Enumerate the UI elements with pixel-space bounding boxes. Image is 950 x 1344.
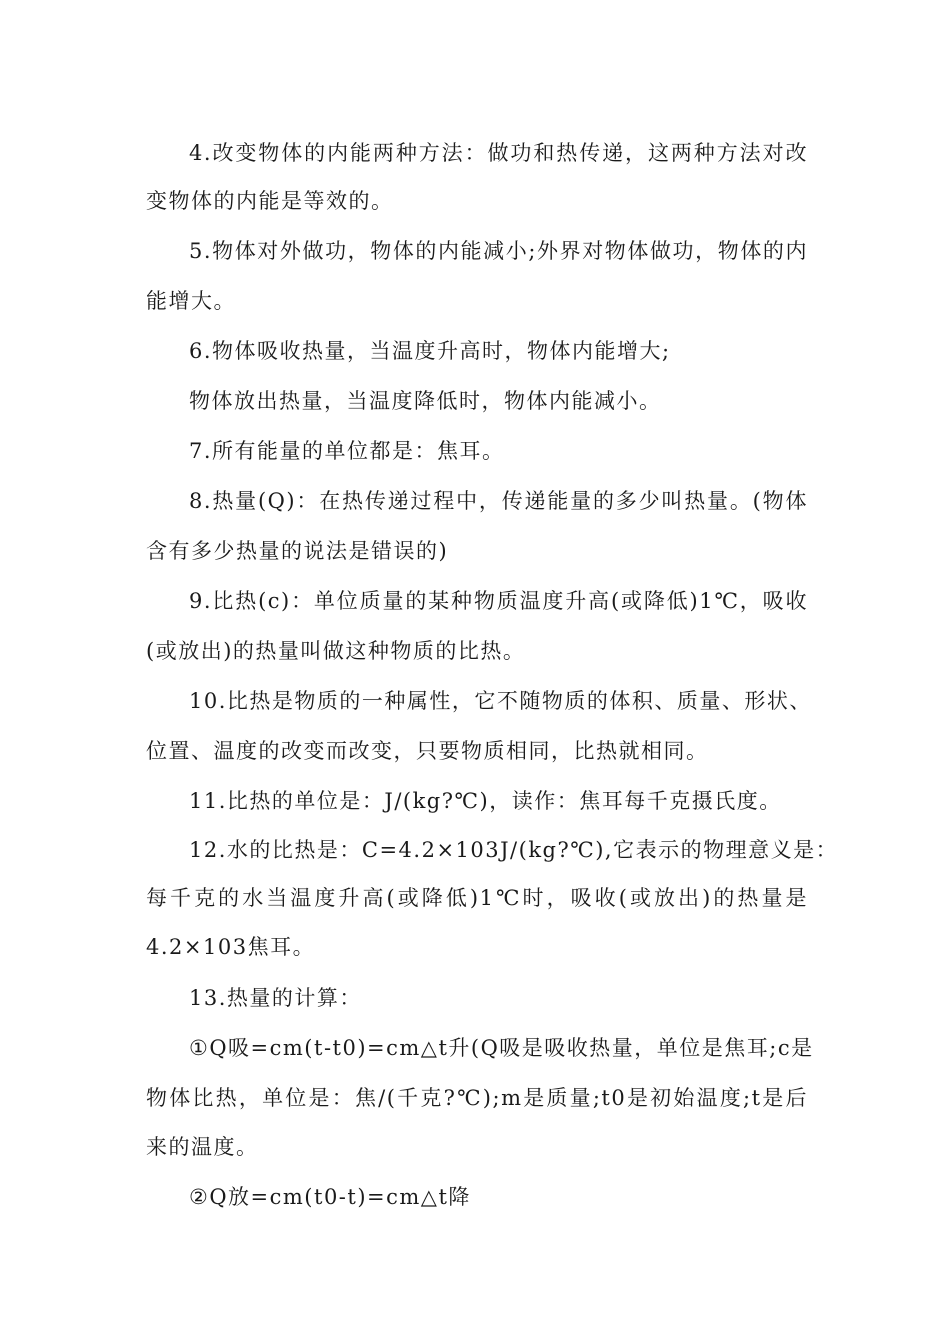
text-line: 12.水的比热是：C=4.2×103J/(kg?℃),它表示的物理意义是： bbox=[189, 838, 839, 862]
text-line: 9.比热(c)：单位质量的某种物质温度升高(或降低)1℃，吸收 bbox=[189, 589, 808, 613]
text-line: 位置、温度的改变而改变，只要物质相同，比热就相同。 bbox=[146, 739, 709, 763]
text-line: 物体比热，单位是：焦/(千克?℃);m是质量;t0是初始温度;t是后 bbox=[146, 1086, 808, 1110]
text-line: 4.2×103焦耳。 bbox=[146, 935, 316, 959]
text-line: 11.比热的单位是：J/(kg?℃)，读作：焦耳每千克摄氏度。 bbox=[189, 789, 782, 813]
text-line: 含有多少热量的说法是错误的) bbox=[146, 539, 449, 563]
text-line: 8.热量(Q)：在热传递过程中，传递能量的多少叫热量。(物体 bbox=[189, 489, 808, 513]
text-line: 来的温度。 bbox=[146, 1135, 259, 1159]
text-line: 13.热量的计算： bbox=[189, 986, 362, 1010]
text-line: 4.改变物体的内能两种方法：做功和热传递，这两种方法对改 bbox=[189, 141, 808, 165]
text-line: 能增大。 bbox=[146, 289, 236, 313]
text-line: ①Q吸=cm(t-t0)=cm△t升(Q吸是吸收热量，单位是焦耳;c是 bbox=[189, 1036, 814, 1060]
text-line: 物体放出热量，当温度降低时，物体内能减小。 bbox=[189, 389, 662, 413]
text-line: 每千克的水当温度升高(或降低)1℃时，吸收(或放出)的热量是 bbox=[146, 886, 808, 910]
text-line: 变物体的内能是等效的。 bbox=[146, 189, 394, 213]
text-line: (或放出)的热量叫做这种物质的比热。 bbox=[146, 639, 526, 663]
text-line: 6.物体吸收热量，当温度升高时，物体内能增大; bbox=[189, 339, 671, 363]
text-line: 10.比热是物质的一种属性，它不随物质的体积、质量、形状、 bbox=[189, 689, 812, 713]
text-line: ②Q放=cm(t0-t)=cm△t降 bbox=[189, 1185, 471, 1209]
text-line: 5.物体对外做功，物体的内能减小;外界对物体做功，物体的内 bbox=[189, 239, 808, 263]
text-line: 7.所有能量的单位都是：焦耳。 bbox=[189, 439, 505, 463]
